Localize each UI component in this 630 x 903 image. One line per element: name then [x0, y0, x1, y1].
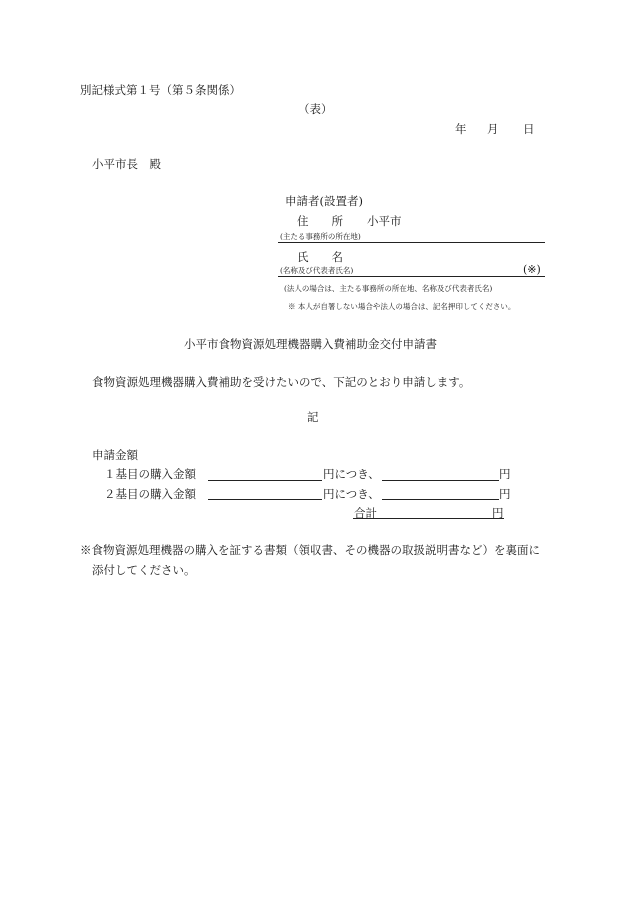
row1-mid-text: 円につき、	[323, 467, 380, 481]
name-underline	[278, 276, 545, 277]
addressee: 小平市長 殿	[92, 157, 161, 171]
ki-label: 記	[307, 410, 319, 424]
total-field[interactable]	[353, 518, 504, 519]
row2-subsidy-field[interactable]	[382, 499, 499, 500]
address-value: 小平市	[367, 214, 402, 228]
amount-heading: 申請金額	[92, 448, 138, 462]
row2-yen: 円	[499, 487, 511, 501]
form-number: 別記様式第１号（第５条関係）	[80, 83, 241, 97]
row1-label: １基目の購入金額	[104, 467, 196, 481]
corporation-note: (法人の場合は、主たる事務所の所在地、名称及び代表者氏名)	[284, 284, 493, 293]
total-label: 合計	[354, 506, 377, 520]
address-underline	[278, 242, 545, 243]
date-year-label: 年	[455, 122, 467, 136]
date-month-label: 月	[487, 122, 499, 136]
total-yen: 円	[492, 506, 504, 520]
footnote-line2: 添付してください。	[92, 563, 196, 577]
address-note: (主たる事務所の所在地)	[280, 232, 361, 241]
row1-price-field[interactable]	[208, 480, 322, 481]
row2-price-field[interactable]	[208, 499, 322, 500]
date-day-label: 日	[523, 122, 535, 136]
intro-text: 食物資源処理機器購入費補助を受けたいので、下記のとおり申請します。	[92, 375, 471, 389]
seal-mark: (※)	[523, 263, 541, 276]
name-label: 氏 名	[297, 250, 343, 264]
applicant-heading: 申請者(設置者)	[285, 194, 363, 208]
document-title: 小平市食物資源処理機器購入費補助金交付申請書	[184, 337, 437, 351]
side-label: （表）	[298, 102, 333, 116]
name-note: (名称及び代表者氏名)	[280, 266, 354, 275]
row1-subsidy-field[interactable]	[382, 480, 499, 481]
row2-mid-text: 円につき、	[323, 487, 380, 501]
signature-note: ※ 本人が自署しない場合や法人の場合は、記名押印してください。	[288, 302, 516, 311]
row2-label: ２基目の購入金額	[104, 487, 196, 501]
row1-yen: 円	[499, 467, 511, 481]
footnote-line1: ※食物資源処理機器の購入を証する書類（領収書、その機器の取扱説明書など）を裏面に	[80, 543, 540, 557]
address-label: 住 所	[297, 214, 343, 228]
